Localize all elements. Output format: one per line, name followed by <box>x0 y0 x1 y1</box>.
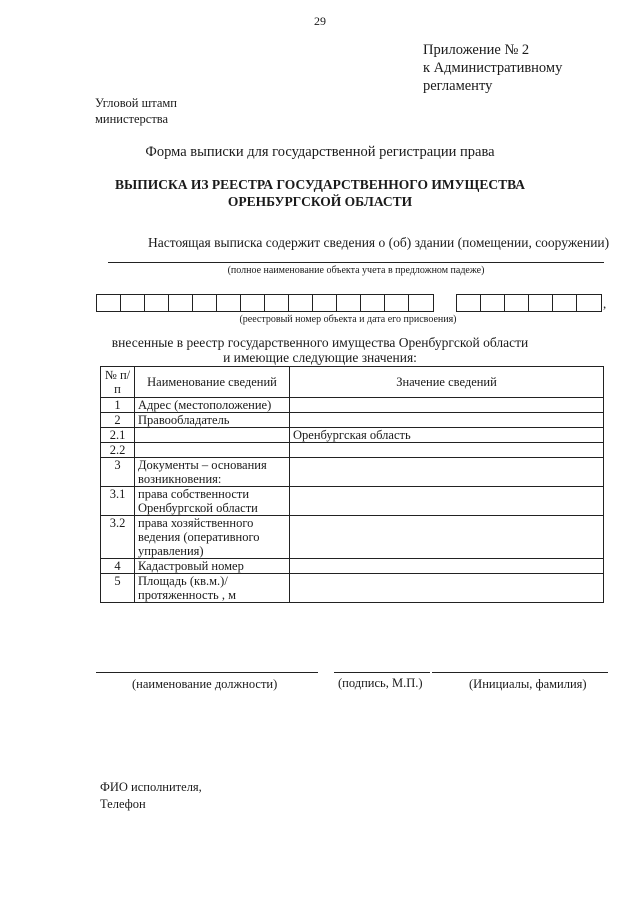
registry-number-cell[interactable] <box>241 295 265 311</box>
registry-info-table <box>100 366 604 603</box>
table-row <box>101 487 604 516</box>
row-num: 1 <box>101 398 135 413</box>
header-num: № п/п <box>101 367 135 398</box>
row-num: 4 <box>101 559 135 574</box>
registry-date-cell[interactable] <box>553 295 577 311</box>
name-signature-line[interactable] <box>432 672 608 673</box>
row-value[interactable] <box>290 487 604 516</box>
row-num: 5 <box>101 574 135 603</box>
registry-number-boxes[interactable] <box>96 294 434 312</box>
appendix-note <box>423 41 562 95</box>
position-signature-line[interactable] <box>96 672 318 673</box>
position-label: (наименование должности) <box>132 677 278 691</box>
table-row <box>101 443 604 458</box>
header-value: Значение сведений <box>290 367 604 398</box>
row-value[interactable] <box>290 398 604 413</box>
executor-name-label: ФИО исполнителя, <box>100 780 202 794</box>
entered-text <box>0 335 640 365</box>
table-row <box>101 428 604 443</box>
appendix-line-3: регламенту <box>423 78 493 94</box>
registry-number-cell[interactable] <box>97 295 121 311</box>
object-name-line[interactable] <box>108 262 604 263</box>
row-name: права собственности Оренбургской области <box>135 487 290 516</box>
row-name: Кадастровый номер <box>135 559 290 574</box>
stamp-line-1: Угловой штамп <box>95 96 178 110</box>
document-title <box>0 176 640 210</box>
row-value[interactable] <box>290 458 604 487</box>
row-value[interactable] <box>290 574 604 603</box>
row-name: Площадь (кв.м.)/ протяженность , м <box>135 574 290 603</box>
row-num: 3.1 <box>101 487 135 516</box>
registry-number-cell[interactable] <box>337 295 361 311</box>
registry-separator-comma: , <box>603 296 607 311</box>
page-number: 29 <box>314 14 326 28</box>
registry-date-cell[interactable] <box>481 295 505 311</box>
appendix-line-2: к Административному <box>423 60 563 76</box>
signature-label: (подпись, М.П.) <box>338 676 423 690</box>
row-num: 2.1 <box>101 428 135 443</box>
entered-text-line-2: и имеющие следующие значения: <box>223 350 417 365</box>
row-value[interactable]: Оренбургская область <box>290 428 604 443</box>
registry-caption: (реестровый номер объекта и дата его присвоения) <box>239 314 457 325</box>
registry-number-cell[interactable] <box>265 295 289 311</box>
registry-number-cell[interactable] <box>169 295 193 311</box>
registry-number-cell[interactable] <box>289 295 313 311</box>
row-value[interactable] <box>290 516 604 559</box>
row-value[interactable] <box>290 413 604 428</box>
entered-text-line-1: внесенные в реестр государственного имущества Оренбургской области <box>111 335 529 350</box>
row-name <box>135 428 290 443</box>
row-name: Документы – основания возникновения: <box>135 458 290 487</box>
registry-date-cell[interactable] <box>457 295 481 311</box>
appendix-line-1: Приложение № 2 <box>423 42 530 58</box>
stamp-line-2: министерства <box>95 112 169 126</box>
registry-date-cell[interactable] <box>529 295 553 311</box>
registry-number-cell[interactable] <box>121 295 145 311</box>
object-name-caption: (полное наименование объекта учета в предложном падеже) <box>227 265 485 276</box>
registry-date-boxes[interactable] <box>456 294 602 312</box>
document-title-line-2: ОРЕНБУРГСКОЙ ОБЛАСТИ <box>227 194 413 209</box>
intro-text: Настоящая выписка содержит сведения о (об) здании (помещении, сооружении) <box>148 235 610 250</box>
executor-phone-label: Телефон <box>100 797 146 811</box>
registry-number-cell[interactable] <box>361 295 385 311</box>
row-name <box>135 443 290 458</box>
corner-stamp-note <box>95 95 177 127</box>
registry-number-cell[interactable] <box>313 295 337 311</box>
signature-line[interactable] <box>334 672 430 673</box>
row-value[interactable] <box>290 559 604 574</box>
table-header-row <box>101 367 604 398</box>
row-num: 2 <box>101 413 135 428</box>
registry-number-cell[interactable] <box>193 295 217 311</box>
table-row <box>101 559 604 574</box>
registry-number-cell[interactable] <box>385 295 409 311</box>
row-value[interactable] <box>290 443 604 458</box>
registry-number-cell[interactable] <box>145 295 169 311</box>
document-title-line-1: ВЫПИСКА ИЗ РЕЕСТРА ГОСУДАРСТВЕННОГО ИМУЩЕСТВА <box>114 177 526 192</box>
registry-date-cell[interactable] <box>577 295 601 311</box>
table-row <box>101 574 604 603</box>
executor-info <box>100 779 202 813</box>
row-num: 3 <box>101 458 135 487</box>
row-name: права хозяйственного ведения (оперативного управления) <box>135 516 290 559</box>
registry-number-cell[interactable] <box>409 295 433 311</box>
table-row <box>101 398 604 413</box>
table-row <box>101 413 604 428</box>
table-row <box>101 458 604 487</box>
row-num: 3.2 <box>101 516 135 559</box>
row-name: Правообладатель <box>135 413 290 428</box>
form-title: Форма выписки для государственной регистрации права <box>145 144 495 160</box>
row-num: 2.2 <box>101 443 135 458</box>
row-name: Адрес (местоположение) <box>135 398 290 413</box>
table-row <box>101 516 604 559</box>
name-label: (Инициалы, фамилия) <box>469 677 587 691</box>
registry-date-cell[interactable] <box>505 295 529 311</box>
registry-number-cell[interactable] <box>217 295 241 311</box>
header-name: Наименование сведений <box>135 367 290 398</box>
